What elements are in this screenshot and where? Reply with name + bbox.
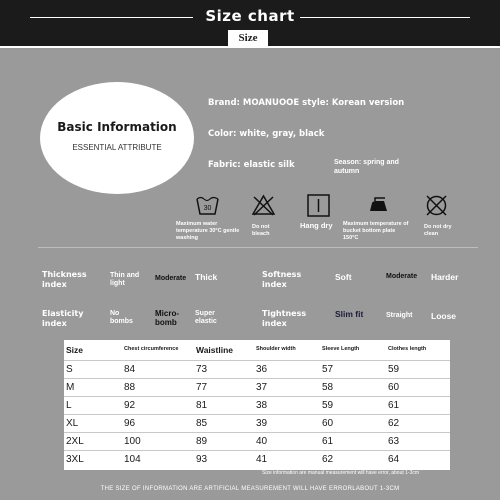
table-row — [64, 378, 450, 396]
care-label-iron: Maximum temperature of bucket bottom plate 150°C — [343, 221, 409, 241]
softness-index-label: Softness index — [262, 270, 302, 289]
elasticity-option-super: Super elastic — [195, 310, 217, 325]
elasticity-option-microbomb: Micro-bomb — [155, 309, 179, 327]
elasticity-option-nobombs: No bombs — [110, 310, 133, 325]
brand-style-text: Brand: MOANUOOE style: Korean version — [208, 98, 405, 108]
table-cell: 58 — [322, 381, 334, 393]
basic-info-subtitle: ESSENTIAL ATTRIBUTE — [72, 143, 162, 152]
table-header-sleeve: Sleeve Length — [322, 346, 360, 353]
table-cell: 61 — [322, 435, 334, 447]
care-label-wash: Maximum water temperature 30°C gentle washing — [176, 221, 240, 241]
table-cell: 62 — [388, 417, 400, 429]
table-cell: 38 — [256, 399, 268, 411]
table-cell: 93 — [196, 453, 208, 465]
care-label-dryclean: Do not dry clean — [424, 224, 452, 237]
table-cell: 60 — [388, 381, 400, 393]
thickness-index-label: Thickness index — [42, 270, 87, 289]
table-cell: 62 — [322, 453, 334, 465]
header-underline — [0, 46, 500, 48]
basic-info-title: Basic Information — [57, 120, 177, 134]
table-cell: 84 — [124, 363, 136, 375]
tightness-option-straight: Straight — [386, 312, 413, 319]
page-title: Size chart — [205, 7, 295, 25]
care-label-hangdry: Hang dry — [300, 221, 333, 230]
table-cell: 40 — [256, 435, 268, 447]
table-row — [64, 360, 450, 378]
table-header-waist: Waistline — [196, 344, 233, 355]
table-header-size: Size — [66, 344, 84, 355]
softness-option-moderate: Moderate — [386, 273, 418, 280]
table-cell: 60 — [322, 417, 334, 429]
table-cell: 96 — [124, 417, 136, 429]
table-cell: 81 — [196, 399, 208, 411]
no-dry-clean-icon — [424, 193, 449, 218]
table-cell: M — [66, 381, 75, 393]
tightness-option-loose: Loose — [431, 311, 457, 321]
softness-option-soft: Soft — [335, 272, 352, 282]
table-cell: 37 — [256, 381, 268, 393]
table-cell: 39 — [256, 417, 268, 429]
measurement-note: Size information are manual measurement will have error, about 1-3cm — [262, 470, 420, 476]
footer-disclaimer: THE SIZE OF INFORMATION ARE ARTIFICIAL MEASUREMENT WILL HAVE ERRORLABOUT 1-3CM — [100, 486, 400, 492]
section-divider — [38, 247, 478, 248]
basic-info-circle — [40, 82, 194, 194]
table-cell: 104 — [124, 453, 141, 465]
table-cell: 61 — [388, 399, 400, 411]
table-cell: 41 — [256, 453, 268, 465]
size-table — [64, 340, 450, 470]
table-cell: 92 — [124, 399, 136, 411]
table-cell: 88 — [124, 381, 136, 393]
table-cell: 100 — [124, 435, 141, 447]
tightness-index-label: Tightness index — [262, 309, 307, 328]
wash-30-icon — [195, 193, 220, 218]
iron-150-icon — [366, 193, 391, 218]
table-header-row — [64, 340, 450, 360]
table-cell: 73 — [196, 363, 208, 375]
thickness-option-moderate: Moderate — [155, 275, 187, 282]
table-header-length: Clothes length — [388, 346, 427, 353]
table-cell: S — [66, 363, 73, 375]
table-cell: 64 — [388, 453, 400, 465]
softness-option-harder: Harder — [431, 272, 459, 282]
table-row — [64, 432, 450, 450]
table-cell: 57 — [322, 363, 334, 375]
table-cell: 3XL — [66, 453, 84, 465]
table-row — [64, 450, 450, 468]
table-cell: 77 — [196, 381, 208, 393]
season-text: Season: spring and autumn — [334, 159, 399, 175]
table-header-chest: Chest circumference — [124, 346, 179, 353]
tightness-option-slimfit: Slim fit — [335, 309, 364, 319]
hang-dry-icon — [306, 193, 331, 218]
table-cell: XL — [66, 417, 79, 429]
table-cell: 36 — [256, 363, 268, 375]
fabric-text: Fabric: elastic silk — [208, 160, 295, 170]
table-cell: 63 — [388, 435, 400, 447]
no-bleach-icon — [251, 193, 276, 218]
size-tab: Size — [228, 30, 268, 46]
table-row — [64, 396, 450, 414]
table-row — [64, 414, 450, 432]
thickness-option-thin: Thin and light — [110, 272, 140, 287]
table-cell: 85 — [196, 417, 208, 429]
table-cell: 89 — [196, 435, 208, 447]
care-label-bleach: Do not bleach — [252, 224, 270, 237]
wash-temp-symbol: 30 — [203, 205, 212, 212]
elasticity-index-label: Elasticity index — [42, 309, 84, 328]
table-cell: 2XL — [66, 435, 84, 447]
table-cell: 59 — [388, 363, 400, 375]
table-cell: 59 — [322, 399, 334, 411]
table-header-shoulder: Shoulder width — [256, 346, 296, 353]
table-cell: L — [66, 399, 72, 411]
thickness-option-thick: Thick — [195, 272, 218, 282]
color-text: Color: white, gray, black — [208, 129, 325, 139]
